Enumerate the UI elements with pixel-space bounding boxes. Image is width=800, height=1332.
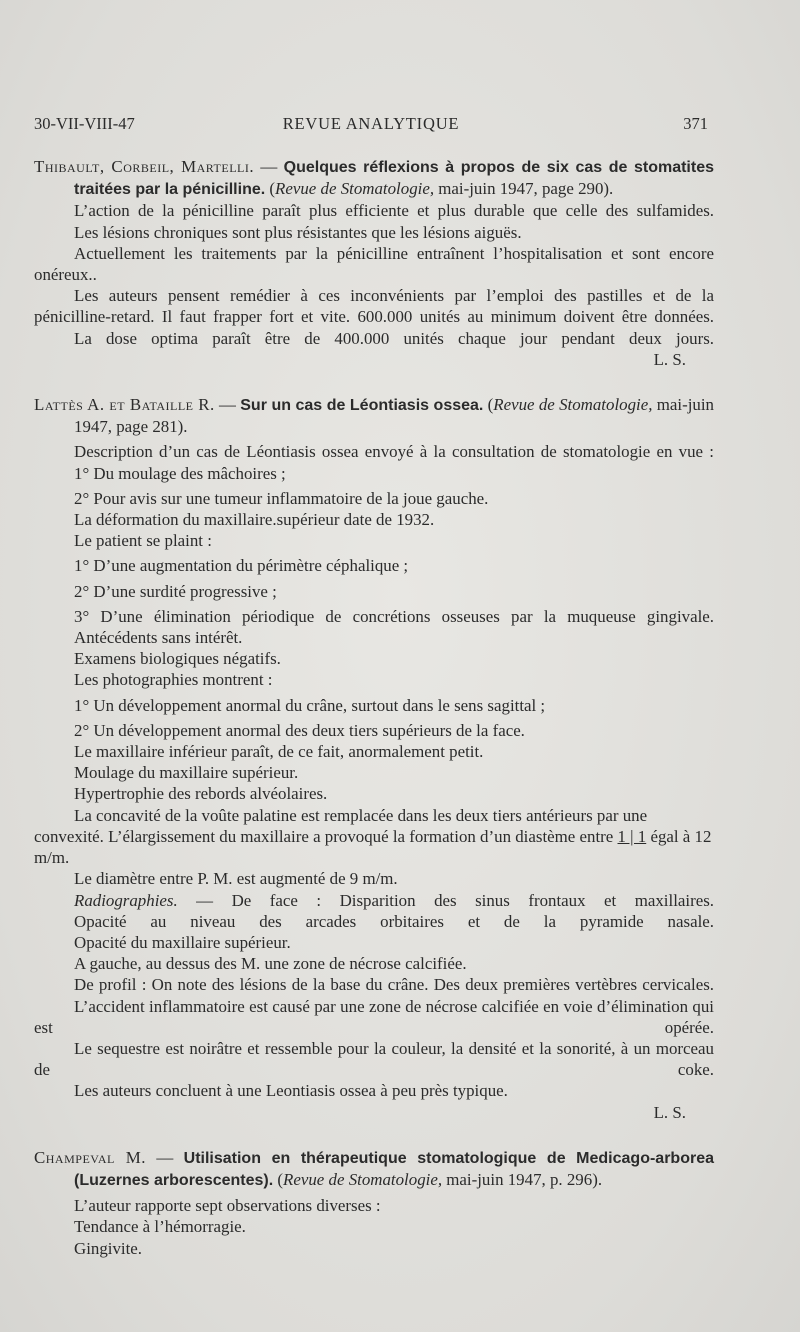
page-number: 371	[683, 114, 708, 133]
abstract-paragraph: Les lésions chroniques sont plus résistantes que les lésions aiguës.	[74, 222, 522, 242]
abstract-paragraph: Hypertrophie des rebords alvéolaires.	[74, 784, 328, 804]
citation-journal: Revue de Stomatologie,	[493, 395, 653, 415]
header-date: 30-VII-VIII-47	[34, 114, 135, 133]
abstract-paragraph: Le patient se plaint :	[74, 531, 212, 551]
abstract-paragraph	[34, 890, 714, 911]
abstract-paragraph: Antécédents sans intérêt.	[74, 628, 243, 648]
abstract-paragraph: Le maxillaire inférieur paraît, de ce fait, anormalement petit.	[74, 742, 484, 762]
abstract-paragraph: De profil : On note des lésions de la base du crâne. Des deux premières vertèbres cervicales.	[74, 975, 714, 995]
citation-paren: (	[483, 395, 494, 415]
abstract-lattes	[34, 394, 714, 1123]
abstract-paragraph: Examens biologiques négatifs.	[74, 649, 281, 669]
dental-formula: 1 | 1	[617, 826, 647, 846]
abstract-list-item: 2° Pour avis sur une tumeur inflammatoire de la joue gauche.	[74, 488, 489, 508]
paragraph-text: égal à 12 m/m.	[34, 826, 712, 868]
abstract-paragraph: Moulage du maxillaire supérieur.	[74, 763, 299, 783]
running-header	[34, 114, 708, 136]
paragraph-text: — De face : Disparition des sinus frontaux et maxillaires.	[177, 890, 714, 910]
abstract-paragraph: La dose optima paraît être de 400.000 unités chaque jour pendant deux jours.	[74, 328, 714, 348]
citation-paren: (	[273, 1169, 284, 1189]
citation-source: mai-juin 1947, page 281).	[74, 395, 714, 437]
abstract-paragraph: L’action de la pénicilline paraît plus efficiente et plus durable que celle des sulfamides.	[74, 201, 714, 221]
abstract-list-item: 1° D’une augmentation du périmètre céphalique ;	[74, 556, 409, 576]
abstract-list-item: 2° D’une surdité progressive ;	[74, 581, 277, 601]
abstract-paragraph: Le diamètre entre P. M. est augmenté de 9 m/m.	[74, 869, 398, 889]
citation-authors: Thibault, Corbeil, Martelli.	[34, 157, 255, 176]
abstract-list-item: 1° Du moulage des mâchoires ;	[74, 463, 286, 483]
abstract-list-item: 2° Un développement anormal des deux tiers supérieurs de la face.	[74, 720, 525, 740]
abstract-paragraph	[34, 805, 714, 869]
abstract-signature: L. S.	[653, 349, 686, 369]
abstract-citation	[34, 1147, 714, 1191]
abstract-paragraph: Tendance à l’hémorragie.	[74, 1217, 246, 1237]
citation-dash: —	[254, 157, 284, 176]
abstract-thibault	[34, 156, 714, 370]
abstract-paragraph: Opacité du maxillaire supérieur.	[74, 932, 291, 952]
abstract-citation	[34, 394, 714, 437]
section-label: Radiographies.	[74, 890, 178, 910]
abstract-citation	[34, 156, 714, 200]
abstract-list-item: 1° Un développement anormal du crâne, surtout dans le sens sagittal ;	[74, 695, 546, 715]
citation-title: Quelques réflexions à propos de six cas de stomatites traitées par la pénicilline.	[74, 159, 714, 199]
citation-journal: Revue de Stomatologie,	[283, 1169, 443, 1189]
citation-title: Utilisation en thérapeutique stomatologique de Medicago-arborea (Luzernes arborescentes).	[74, 1149, 714, 1189]
citation-dash: —	[214, 395, 241, 415]
abstract-paragraph: A gauche, au dessus des M. une zone de nécrose calcifiée.	[74, 954, 467, 974]
abstract-paragraph: Gingivite.	[74, 1238, 143, 1258]
citation-source: mai-juin 1947, p. 296).	[442, 1169, 603, 1189]
abstract-paragraph: Le sequestre est noirâtre et ressemble pour la couleur, la densité et la sonorité, à un morceau de coke.	[34, 1038, 714, 1080]
citation-authors: Champeval M.	[34, 1147, 146, 1167]
header-title: REVUE ANALYTIQUE	[282, 114, 460, 133]
abstract-paragraph: Les photographies montrent :	[74, 670, 273, 690]
abstract-paragraph: Opacité au niveau des arcades orbitaires et de la pyramide nasale.	[74, 911, 714, 931]
abstract-champeval	[34, 1147, 714, 1259]
citation-title: Sur un cas de Léontiasis ossea.	[240, 397, 484, 415]
citation-dash: —	[146, 1147, 184, 1167]
citation-source: mai-juin 1947, page 290).	[434, 179, 614, 199]
abstract-paragraph: Les auteurs pensent remédier à ces inconvénients par l’emploi des pastilles et de la pénicilline-retard. Il faut frapper fort et vite. 600.000 unités au minimum doivent être données.	[34, 286, 714, 327]
citation-authors: Lattès A. et Bataille R.	[34, 395, 215, 415]
abstract-list-item: 3° D’une élimination périodique de concrétions osseuses par la muqueuse gingivale.	[74, 606, 714, 626]
abstract-signature: L. S.	[653, 1102, 686, 1122]
page-content	[34, 156, 714, 1269]
abstract-paragraph: Les auteurs concluent à une Leontiasis ossea à peu près typique.	[74, 1081, 508, 1101]
abstract-paragraph: L’accident inflammatoire est causé par une zone de nécrose calcifiée en voie d’élimination qui est opérée.	[34, 996, 714, 1037]
citation-paren: (	[265, 179, 276, 199]
abstract-paragraph: Actuellement les traitements par la pénicilline entraînent l’hospitalisation et sont encore onéreux..	[34, 243, 714, 285]
paragraph-text: La concavité de la voûte palatine est remplacée dans les deux tiers antérieurs par une convexité. L’élargissement du maxillaire a provoqué la formation d’un diastème entre	[34, 805, 648, 846]
abstract-paragraph: L’auteur rapporte sept observations diverses :	[74, 1196, 381, 1216]
abstract-paragraph: La déformation du maxillaire.supérieur date de 1932.	[74, 510, 435, 530]
abstract-paragraph: Description d’un cas de Léontiasis ossea envoyé à la consultation de stomatologie en vue :	[74, 442, 714, 462]
citation-journal: Revue de Stomatologie,	[275, 179, 435, 199]
